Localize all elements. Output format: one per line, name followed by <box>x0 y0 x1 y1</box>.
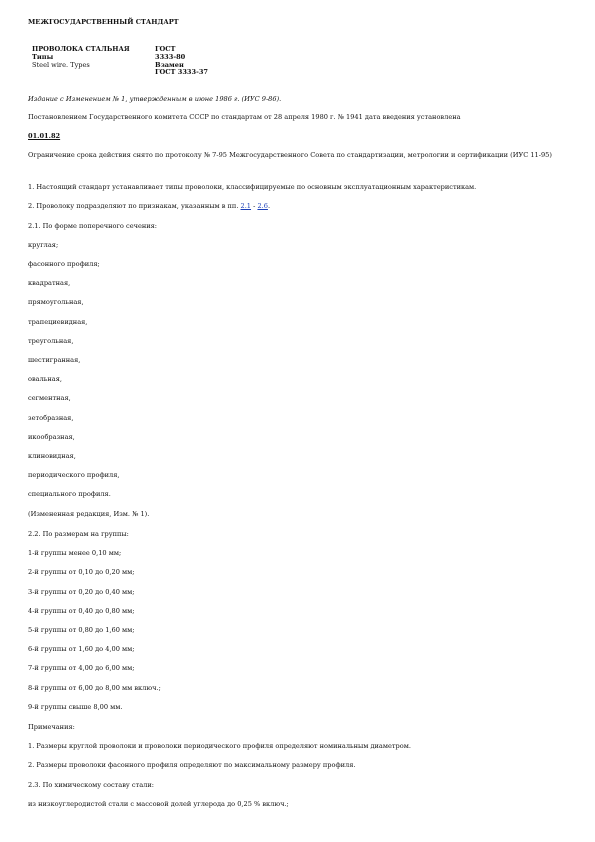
title-block-right <box>155 46 208 77</box>
document-subtitle: Типы <box>32 52 54 61</box>
list-item: 8-й группы от 6,00 до 8,00 мм включ.; <box>28 684 161 692</box>
replaces-label: Взамен <box>155 60 184 69</box>
link-clause-2-6[interactable]: 2.6 <box>257 202 268 210</box>
edition-note: Издание с Изменением № 1, утвержденным в июне 1986 г. (ИУС 9-86). <box>28 95 282 103</box>
gost-label: ГОСТ <box>155 45 176 53</box>
list-item: шестигранная, <box>28 356 81 364</box>
note-2: 2. Размеры проволоки фасонного профиля определяют по максимальному размеру профиля. <box>28 761 356 769</box>
paragraph-2-end: . <box>267 202 271 210</box>
list-item: клиновидная, <box>28 452 76 460</box>
list-item: специального профиля. <box>28 490 111 498</box>
note-1: 1. Размеры круглой проволоки и проволоки периодического профиля определяют номинальным диаметром. <box>28 742 411 750</box>
link-clause-2-1[interactable]: 2.1 <box>240 202 252 210</box>
clause-2-3: 2.3. По химическому составу стали: <box>28 781 154 789</box>
list-item: 2-й группы от 0,10 до 0,20 мм; <box>28 568 135 576</box>
list-item: 7-й группы от 4,00 до 6,00 мм; <box>28 664 135 672</box>
title-block-left <box>32 46 130 69</box>
introduction-date: 01.01.82 <box>28 132 61 140</box>
list-item: 9-й группы свыше 8,00 мм. <box>28 703 123 711</box>
limitation-text: Ограничение срока действия снято по протоколу № 7-95 Межгосударственного Совета по стандартизации, метрологии и сертификации (ИУС 11-95) <box>28 151 552 159</box>
decree-text: Постановлением Государственного комитета СССР по стандартам от 28 апреля 1980 г. № 1941 дата введения установлена <box>28 113 461 121</box>
document-title: ПРОВОЛОКА СТАЛЬНАЯ <box>32 45 130 53</box>
list-item: сегментная, <box>28 394 71 402</box>
clause-2-1: 2.1. По форме поперечного сечения: <box>28 222 158 230</box>
list-item: 6-й группы от 1,60 до 4,00 мм; <box>28 645 135 653</box>
change-note: (Измененная редакция, Изм. № 1). <box>28 510 150 518</box>
list-item: круглая; <box>28 241 59 249</box>
list-item: 4-й группы от 0,40 до 0,80 мм; <box>28 607 135 615</box>
list-item: треугольная, <box>28 337 74 345</box>
list-item: прямоугольная, <box>28 298 84 306</box>
list-item: периодического профиля, <box>28 471 120 479</box>
clause-2-2: 2.2. По размерам на группы: <box>28 530 129 538</box>
list-item: 3-й группы от 0,20 до 0,40 мм; <box>28 588 135 596</box>
list-item: квадратная, <box>28 279 71 287</box>
list-item: фасонного профиля; <box>28 260 100 268</box>
list-item: овальная, <box>28 375 62 383</box>
list-item: зетобразная, <box>28 414 74 422</box>
document-title-english: Steel wire. Types <box>32 60 90 69</box>
paragraph-1: 1. Настоящий стандарт устанавливает типы проволоки, классифицируемые по основным эксплуатационным характеристикам. <box>28 183 477 191</box>
paragraph-2-dash: - <box>251 202 258 210</box>
list-item: 1-й группы менее 0,10 мм; <box>28 549 122 557</box>
list-item: из низкоуглеродистой стали с массовой долей углерода до 0,25 % включ.; <box>28 800 289 808</box>
paragraph-2-text: 2. Проволоку подразделяют по признакам, указанным в пп. <box>28 202 241 210</box>
gost-number: 3333-80 <box>155 52 186 61</box>
standard-heading: МЕЖГОСУДАРСТВЕННЫЙ СТАНДАРТ <box>28 18 179 26</box>
paragraph-2 <box>28 202 270 211</box>
list-item: икообразная, <box>28 433 75 441</box>
replaced-gost: ГОСТ 3333-37 <box>155 68 209 77</box>
notes-title: Примечания: <box>28 723 75 731</box>
list-item: трапециевидная, <box>28 318 88 326</box>
list-item: 5-й группы от 0,80 до 1,60 мм; <box>28 626 135 634</box>
